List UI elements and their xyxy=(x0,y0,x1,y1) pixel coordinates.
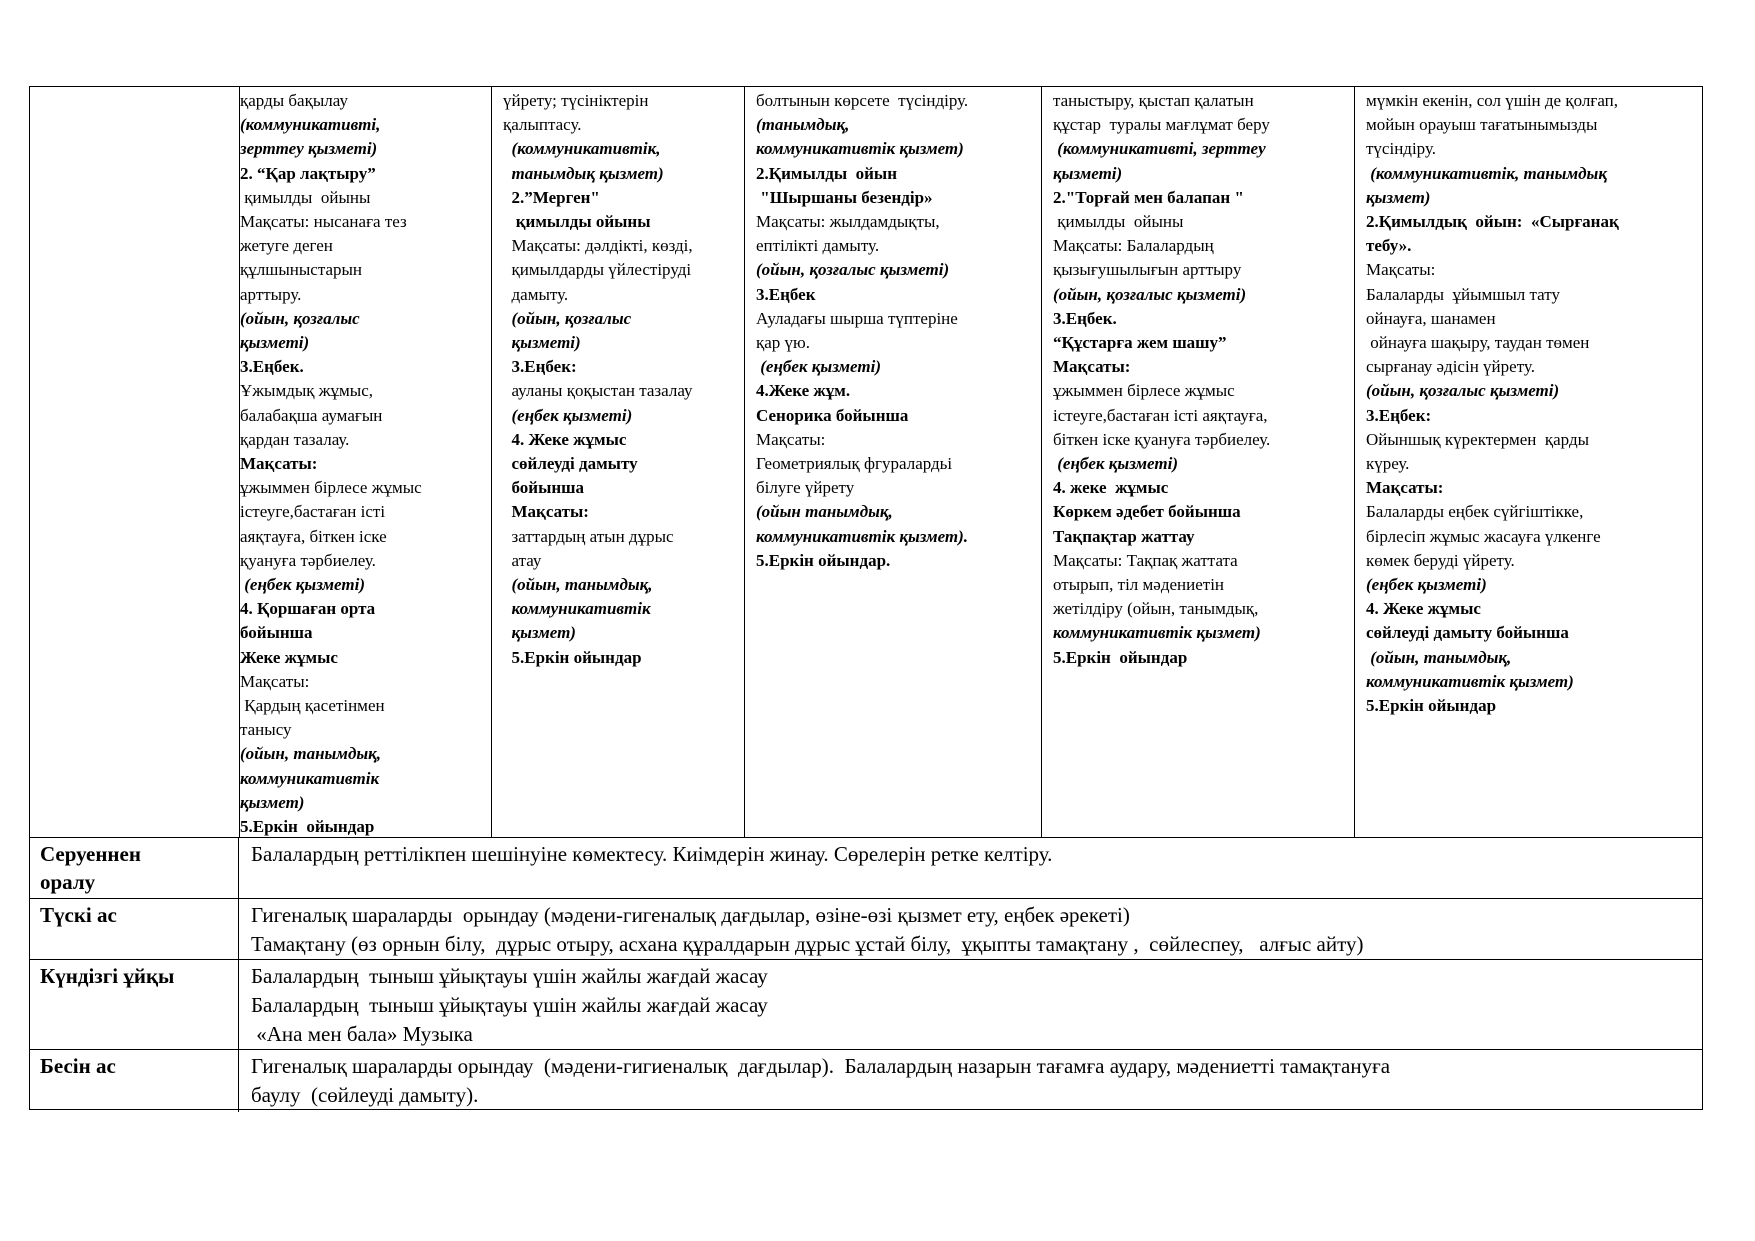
column-line: таныстыру, қыстап қалатын xyxy=(1053,91,1254,110)
column-line: қызығушылығын арттыру xyxy=(1053,260,1242,280)
column-line: (ойын, қозғалыс қызметі) xyxy=(1053,284,1247,304)
column-line: бірлесіп жұмыс жасауға үлкенге xyxy=(1366,526,1601,546)
column-line: қызметі) xyxy=(1053,163,1123,183)
column-line: қимылдарды үйлестіруді xyxy=(503,260,692,280)
column-line: (коммуникативтік, xyxy=(503,139,661,159)
column-line: 4. Жеке жұмыс xyxy=(1366,599,1481,619)
column-line: танымдық қызмет) xyxy=(503,163,664,183)
column-line: (ойын, қозғалыс қызметі) xyxy=(1366,381,1560,401)
column-line: қарды бақылау xyxy=(240,91,348,110)
day-column-1 xyxy=(239,87,491,837)
column-line: күреу. xyxy=(1366,454,1410,474)
column-line: 5.Еркін ойындар xyxy=(1366,696,1497,716)
column-line: қызметі) xyxy=(240,333,310,353)
column-line: сөйлеуді дамыту бойынша xyxy=(1366,623,1569,643)
column-line: қардан тазалау. xyxy=(240,429,350,449)
column-line: қимылды ойыны xyxy=(503,212,651,232)
column-line: дамыту. xyxy=(503,284,569,304)
column-line: (еңбек қызметі) xyxy=(1366,575,1487,595)
column-line: ептілікті дамыту. xyxy=(756,236,880,256)
routine-text xyxy=(239,899,1702,961)
column-line: 5.Еркін ойындар xyxy=(503,647,642,667)
column-line: Көркем әдебет бойынша xyxy=(1053,502,1241,522)
column-line: Мақсаты: Балалардың xyxy=(1053,236,1214,256)
column-line: 4. Жеке жұмыс xyxy=(503,429,627,449)
schedule-table xyxy=(29,86,1703,1110)
routine-text xyxy=(239,1050,1702,1112)
routine-label-line: Серуеннен xyxy=(40,842,141,866)
column-line: зерттеу қызметі) xyxy=(240,139,378,159)
column-line: (танымдық, xyxy=(756,115,850,135)
column-line: Мақсаты: дәлдікті, көзді, xyxy=(503,236,693,256)
column-line: істеуге,бастаған істі xyxy=(240,502,386,522)
activities-row xyxy=(30,87,1702,838)
column-line: Мақсаты: xyxy=(240,454,318,474)
column-line: Сенорика бойынша xyxy=(756,405,909,425)
routine-label xyxy=(30,1050,239,1112)
column-line: құстар туралы мағлұмат беру xyxy=(1053,115,1270,135)
column-line: 3.Еңбек: xyxy=(503,357,577,377)
routine-text-line: Балалардың тыныш ұйықтауы үшін жайлы жағдай жасау xyxy=(251,964,768,988)
column-line: Геометриялық фгуралардьі xyxy=(756,454,953,474)
column-line: 2."Торғай мен балапан " xyxy=(1053,187,1244,207)
column-line: Қардың қасетінмен xyxy=(240,696,385,716)
column-line: 4.Жеке жұм. xyxy=(756,381,851,401)
column-line: 5.Еркін ойындар xyxy=(240,817,375,837)
column-line: қар үю. xyxy=(756,333,811,353)
column-line: қызмет) xyxy=(503,623,576,643)
routine-label xyxy=(30,960,239,1051)
column-line: білуге үйрету xyxy=(756,478,855,498)
routine-text-line: Балалардың реттілікпен шешінуіне көмектесу. Киімдерін жинау. Сөрелерін ретке келтіру. xyxy=(251,842,1053,866)
column-line: бойынша xyxy=(240,623,313,643)
routine-label xyxy=(30,838,239,898)
column-line: 3.Еңбек. xyxy=(1053,308,1117,328)
column-line: коммуникативтік қызмет). xyxy=(756,526,969,546)
column-line: қалыптасу. xyxy=(503,115,582,135)
column-line: Мақсаты: xyxy=(1053,357,1131,377)
column-line: (ойын, танымдық, xyxy=(503,575,653,595)
routine-label-line: Бесін ас xyxy=(40,1054,116,1078)
column-line: үйрету; түсініктерін xyxy=(503,91,649,110)
column-line: (ойын, танымдық, xyxy=(240,744,382,764)
column-line: Балаларды еңбек сүйгіштікке, xyxy=(1366,502,1584,522)
routine-row-return xyxy=(30,838,1702,899)
column-line: сөйлеуді дамыту xyxy=(503,454,638,474)
column-line: Мақсаты: xyxy=(503,502,589,522)
day-column-5 xyxy=(1354,87,1702,837)
column-line: біткен іске қуануға тәрбиелеу. xyxy=(1053,429,1271,449)
column-line: (ойын, қозғалыс xyxy=(503,308,632,328)
column-line: 3.Еңбек. xyxy=(240,357,304,377)
column-line: (еңбек қызметі) xyxy=(1053,454,1178,474)
column-line: көмек беруді үйрету. xyxy=(1366,550,1515,570)
column-line: ұжыммен бірлесе жұмыс xyxy=(1053,381,1235,401)
column-line: Мақсаты: жылдамдықты, xyxy=(756,212,940,232)
column-line: заттардың атын дұрыс xyxy=(503,526,674,546)
column-line: Мақсаты: xyxy=(1366,478,1444,498)
column-line: 2.Қимылдық ойын: «Сырғанақ xyxy=(1366,212,1619,232)
label-cell-empty xyxy=(30,87,239,837)
column-line: (ойын, қозғалыс xyxy=(240,308,360,328)
column-line: 3.Еңбек: xyxy=(1366,405,1432,425)
column-line: 2. “Қар лақтыру” xyxy=(240,163,376,183)
column-line: болтынын көрсете түсіндіру. xyxy=(756,91,969,110)
routine-label xyxy=(30,899,239,961)
column-line: Жеке жұмыс xyxy=(240,647,338,667)
column-line: (коммуникативті, xyxy=(240,115,381,135)
column-line: балабақша аумағын xyxy=(240,405,383,425)
column-line: (еңбек қызметі) xyxy=(240,575,365,595)
column-line: Ойыншық күректермен қарды xyxy=(1366,429,1590,449)
column-line: (еңбек қызметі) xyxy=(503,405,633,425)
column-line: мүмкін екенін, сол үшін де қолғап, xyxy=(1366,91,1619,110)
routine-text-line: «Ана мен бала» Музыка xyxy=(251,1022,473,1046)
routine-label-line: оралу xyxy=(40,870,96,894)
column-line: Мақсаты: xyxy=(240,671,310,691)
column-line: "Шыршаны безендір» xyxy=(756,187,933,207)
column-line: коммуникативтік қызмет) xyxy=(1053,623,1261,643)
column-line: 2.”Мерген" xyxy=(503,187,600,207)
column-line: қызметі) xyxy=(503,333,581,353)
column-line: қуануға тәрбиелеу. xyxy=(240,550,376,570)
column-line: (ойын танымдық, xyxy=(756,502,893,522)
column-line: Мақсаты: нысанаға тез xyxy=(240,212,407,232)
routine-label-line: Түскі ас xyxy=(40,903,117,927)
routine-text-line: Гигеналық шараларды орындау (мәдени-гигеналық дағдылар, өзіне-өзі қызмет ету, еңбек әрекеті) xyxy=(251,903,1130,927)
routine-label-line: Күндізгі ұйқы xyxy=(40,964,175,988)
column-line: ойнауға шақыру, таудан төмен xyxy=(1366,333,1590,353)
column-line: мойын орауыш тағатынымызды xyxy=(1366,115,1598,135)
column-line: отырып, тіл мәдениетін xyxy=(1053,575,1225,595)
column-line: коммуникативтік xyxy=(503,599,651,619)
routine-text-line: Гигеналық шараларды орындау (мәдени-гигиеналық дағдылар). Балалардың назарын тағамға аудару, мәдениетті тамақтануға xyxy=(251,1054,1391,1078)
column-line: арттыру. xyxy=(240,284,302,304)
column-line: (коммуникативтік, танымдық xyxy=(1366,163,1607,183)
column-line: коммуникативтік қызмет) xyxy=(756,139,964,159)
column-line: Ауладағы шырша түптеріне xyxy=(756,308,958,328)
column-line: танысу xyxy=(240,720,292,740)
routine-text-line: баулу (сөйлеуді дамыту). xyxy=(251,1083,479,1107)
column-line: 2.Қимылды ойын xyxy=(756,163,897,183)
day-column-4 xyxy=(1041,87,1354,837)
column-line: коммуникативтік xyxy=(240,768,380,788)
column-line: 5.Еркін ойындар xyxy=(1053,647,1188,667)
column-line: 4. жеке жұмыс xyxy=(1053,478,1169,498)
column-line: атау xyxy=(503,550,542,570)
column-line: (еңбек қызметі) xyxy=(756,357,881,377)
routine-text xyxy=(239,838,1702,898)
routine-text-line: Балалардың тыныш ұйықтауы үшін жайлы жағдай жасау xyxy=(251,993,768,1017)
column-line: тебу». xyxy=(1366,236,1412,256)
column-line: қызмет) xyxy=(240,792,305,812)
routine-row-snack xyxy=(30,1050,1702,1109)
day-column-3 xyxy=(744,87,1041,837)
routine-text xyxy=(239,960,1702,1051)
column-line: 3.Еңбек xyxy=(756,284,816,304)
column-line: 5.Еркін ойындар. xyxy=(756,550,891,570)
column-line: Ұжымдық жұмыс, xyxy=(240,381,374,401)
column-line: ойнауға, шанамен xyxy=(1366,308,1496,328)
column-line: түсіндіру. xyxy=(1366,139,1436,159)
column-line: (ойын, қозғалыс қызметі) xyxy=(756,260,950,280)
column-line: Мақсаты: xyxy=(1366,260,1436,280)
column-line: жетуге деген xyxy=(240,236,333,256)
column-line: (ойын, танымдық, xyxy=(1366,647,1512,667)
routine-row-lunch xyxy=(30,899,1702,960)
column-line: жетілдіру (ойын, танымдық, xyxy=(1053,599,1259,619)
column-line: Мақсаты: Тақпақ жаттата xyxy=(1053,550,1238,570)
column-line: қимылды ойыны xyxy=(1053,212,1184,232)
day-column-2 xyxy=(491,87,744,837)
column-line: ауланы қоқыстан тазалау xyxy=(503,381,693,401)
column-line: ұжыммен бірлесе жұмыс xyxy=(240,478,422,498)
routine-row-nap xyxy=(30,960,1702,1050)
column-line: “Құстарға жем шашу” xyxy=(1053,333,1227,353)
column-line: Балаларды ұйымшыл тату xyxy=(1366,284,1560,304)
column-line: құлшыныстарын xyxy=(240,260,363,280)
column-line: аяқтауға, біткен іске xyxy=(240,526,387,546)
routine-text-line: Тамақтану (өз орнын білу, дұрыс отыру, асхана құралдарын дұрыс ұстай білу, ұқыпты тамақтану , сөйлеспеу, алғыс айту) xyxy=(251,932,1364,956)
column-line: қимылды ойыны xyxy=(240,187,371,207)
column-line: Тақпақтар жаттау xyxy=(1053,526,1195,546)
column-line: сырғанау әдісін үйрету. xyxy=(1366,357,1535,377)
column-line: (коммуникативті, зерттеу xyxy=(1053,139,1266,159)
column-line: коммуникативтік қызмет) xyxy=(1366,671,1574,691)
column-line: бойынша xyxy=(503,478,584,498)
column-line: 4. Қоршаған орта xyxy=(240,599,376,619)
column-line: істеуге,бастаған істі аяқтауға, xyxy=(1053,405,1268,425)
column-line: Мақсаты: xyxy=(756,429,826,449)
column-line: қызмет) xyxy=(1366,187,1431,207)
